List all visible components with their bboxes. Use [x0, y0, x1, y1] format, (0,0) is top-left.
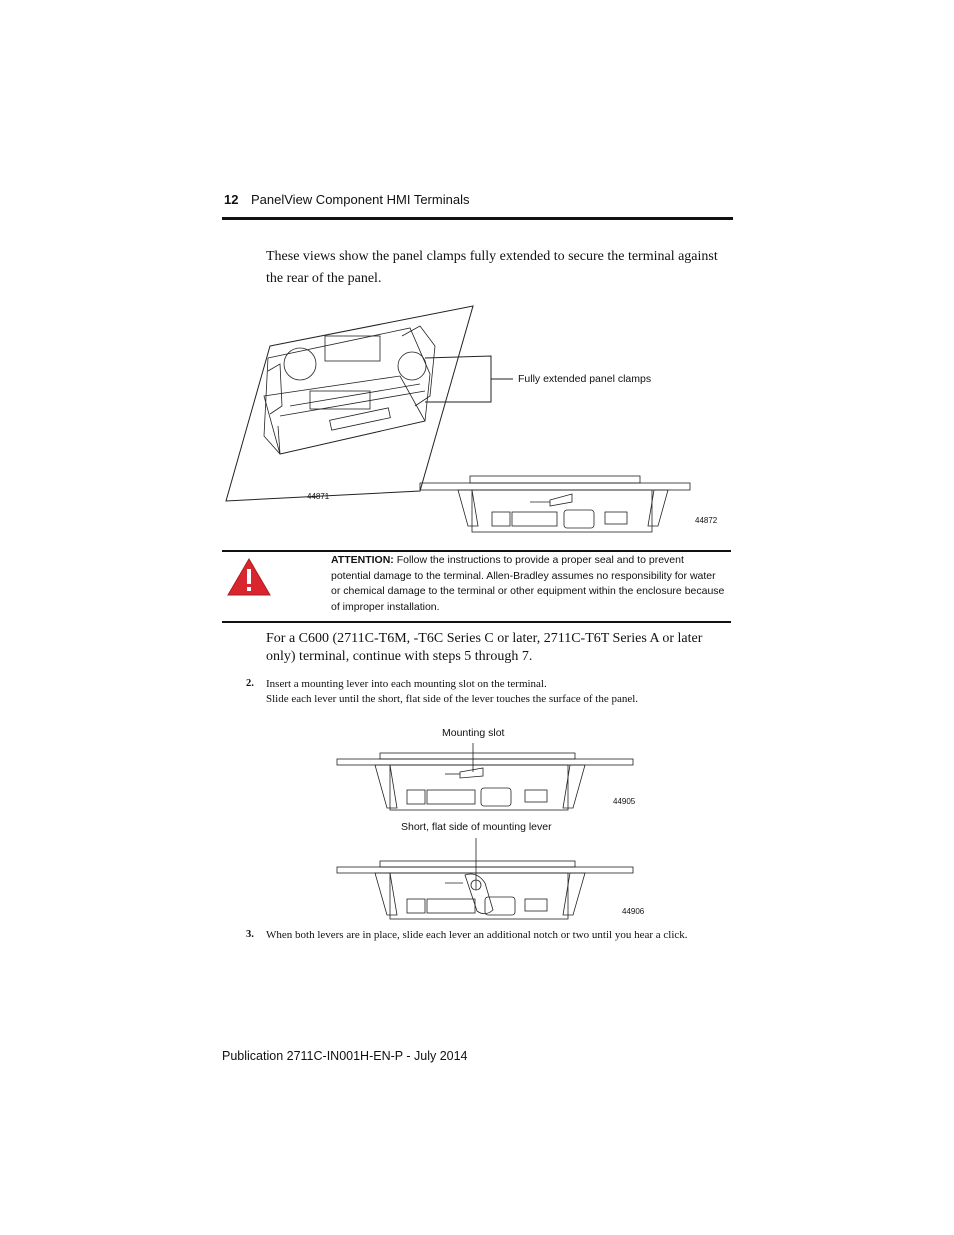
attention-body: Follow the instructions to provide a proper seal and to prevent potential damage to the terminal. Allen-Bradley assumes no responsibility for water or chemical damage to the terminal or other equipment within the enclosure because of improper installation. [331, 554, 725, 613]
c600-note: For a C600 (2711C-T6M, -T6C Series C or later, 2711C-T6T Series A or later only) terminal, continue with steps 5 through 7. [266, 631, 703, 664]
figure-id-44872: 44872 [695, 516, 718, 525]
mounting-lever-figure [335, 835, 645, 925]
running-header-title: PanelView Component HMI Terminals [251, 192, 470, 207]
page-number: 12 [224, 192, 239, 207]
mounting-slot-figure [335, 740, 635, 820]
figure-id-44906: 44906 [622, 907, 645, 916]
step-2-line-2: Slide each lever until the short, flat side of the lever touches the surface of the panel. [266, 693, 639, 705]
mounting-slot-label: Mounting slot [442, 727, 505, 739]
short-flat-side-label: Short, flat side of mounting lever [401, 821, 552, 833]
terminal-side-view [420, 476, 690, 532]
step-2-line-1: Insert a mounting lever into each mounting slot on the terminal. [266, 678, 547, 690]
terminal-rear-view [264, 326, 435, 454]
attention-bottom-rule [222, 621, 731, 623]
attention-text [331, 553, 726, 615]
panel-plate [226, 306, 473, 501]
callout-bracket [425, 356, 513, 402]
attention-top-rule [222, 550, 731, 552]
callout-fully-extended-clamps: Fully extended panel clamps [518, 373, 652, 385]
panel-clamps-figure [220, 296, 730, 546]
figure-id-44871: 44871 [307, 492, 330, 501]
step-3-text: When both levers are in place, slide each lever an additional notch or two until you hear a click. [266, 929, 688, 941]
publication-footer: Publication 2711C-IN001H-EN-P - July 2014 [222, 1049, 468, 1063]
step-2-number: 2. [246, 678, 254, 689]
figure-id-44905: 44905 [613, 797, 636, 806]
warning-triangle-icon [226, 557, 272, 597]
attention-label: ATTENTION: [331, 554, 394, 566]
intro-paragraph: These views show the panel clamps fully extended to secure the terminal against the rear of the panel. [266, 249, 718, 286]
header-rule [222, 217, 733, 220]
step-3-number: 3. [246, 929, 254, 940]
